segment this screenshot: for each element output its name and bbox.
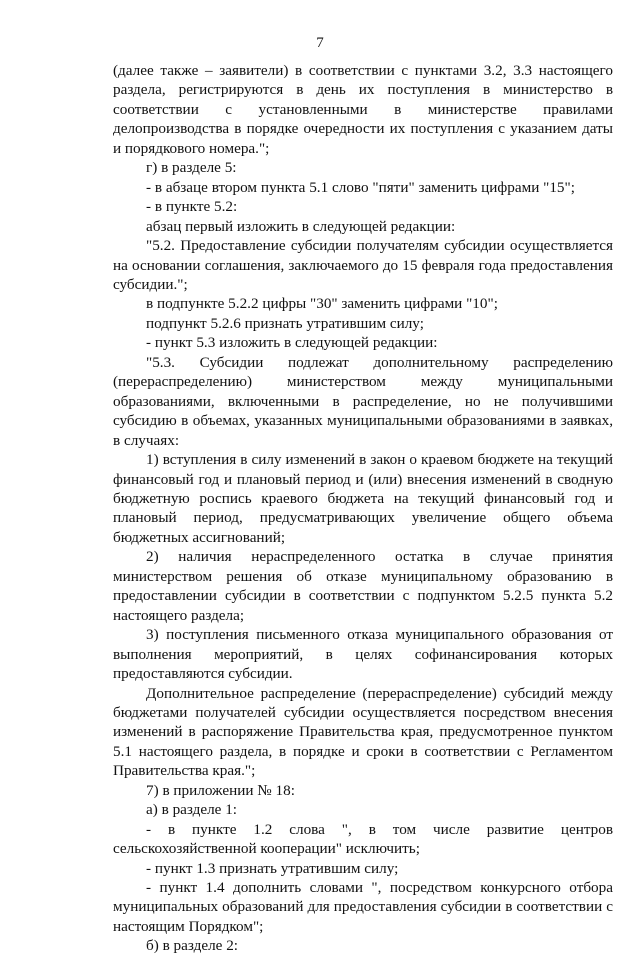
paragraph-12: 2) наличия нераспределенного остатка в случае принятия министерством решения об отказе муниципальному образованию в предоставлении субсидии в соответствии с подпунктом 5.2.5 пункта 5.2 настоящего раздела;	[113, 548, 613, 624]
paragraph-19: - пункт 1.4 дополнить словами ", посредством конкурсного отбора муниципальных образований для предоставления субсидии в соответствии с настоящим Порядком";	[113, 879, 613, 935]
paragraph-15: 7) в приложении № 18:	[146, 781, 295, 799]
paragraph-6: "5.2. Предоставление субсидии получателям субсидии осуществляется на основании соглашения, заключаемого до 15 февраля года предоставления субсидии.";	[113, 237, 613, 293]
paragraph-10: "5.3. Субсидии подлежат дополнительному распределению (перераспределению) министерством между муниципальными образованиями, включенными в распределение, но не получившими субсидию в объемах, указанных муниципальными образованиями в заявках, в случаях:	[113, 353, 613, 449]
paragraph-7: в подпункте 5.2.2 цифры "30" заменить цифрами "10";	[146, 295, 498, 313]
paragraph-5: абзац первый изложить в следующей редакции:	[146, 217, 456, 235]
paragraph-1: (далее также – заявители) в соответствии с пунктами 3.2, 3.3 настоящего раздела, регистрируются в день их поступления в министерство в соответствии с установленными в министерстве правилами делопроизводства в порядке очередности их поступления с указанием даты и порядкового номера.";	[113, 62, 613, 157]
paragraph-14: Дополнительное распределение (перераспределение) субсидий между бюджетами получателей субсидии осуществляется посредством внесения изменений в распоряжение Правительства края, предусмотренное пунктом 5.1 настоящего раздела, в порядке и сроки в соответствии с Регламентом Правительства края.";	[113, 684, 613, 780]
page-number: 7	[316, 35, 324, 51]
paragraph-18: - пункт 1.3 признать утратившим силу;	[146, 859, 399, 877]
paragraph-4: - в пункте 5.2:	[146, 198, 238, 216]
paragraph-2: г) в разделе 5:	[146, 159, 237, 177]
paragraph-16: а) в разделе 1:	[146, 801, 238, 819]
paragraph-11: 1) вступления в силу изменений в закон о краевом бюджете на текущий финансовый год и плановый период и (или) внесения изменений в сводную бюджетную роспись краевого бюджета на текущий финансовый год и плановый период, предусматривающих увеличение общего объема бюджетных ассигнований;	[113, 451, 613, 546]
paragraph-13: 3) поступления письменного отказа муниципального образования от выполнения мероприятий, в целях софинансирования которых предоставляются субсидии.	[113, 626, 613, 683]
document-body	[113, 61, 613, 956]
paragraph-3: - в абзаце втором пункта 5.1 слово "пяти" заменить цифрами "15";	[146, 178, 575, 196]
paragraph-20: б) в разделе 2:	[146, 937, 239, 955]
paragraph-17: - в пункте 1.2 слова ", в том числе развитие центров сельскохозяйственной кооперации" исключить;	[113, 820, 613, 858]
paragraph-8: подпункт 5.2.6 признать утратившим силу;	[146, 314, 424, 332]
paragraph-9: - пункт 5.3 изложить в следующей редакции:	[146, 334, 438, 352]
